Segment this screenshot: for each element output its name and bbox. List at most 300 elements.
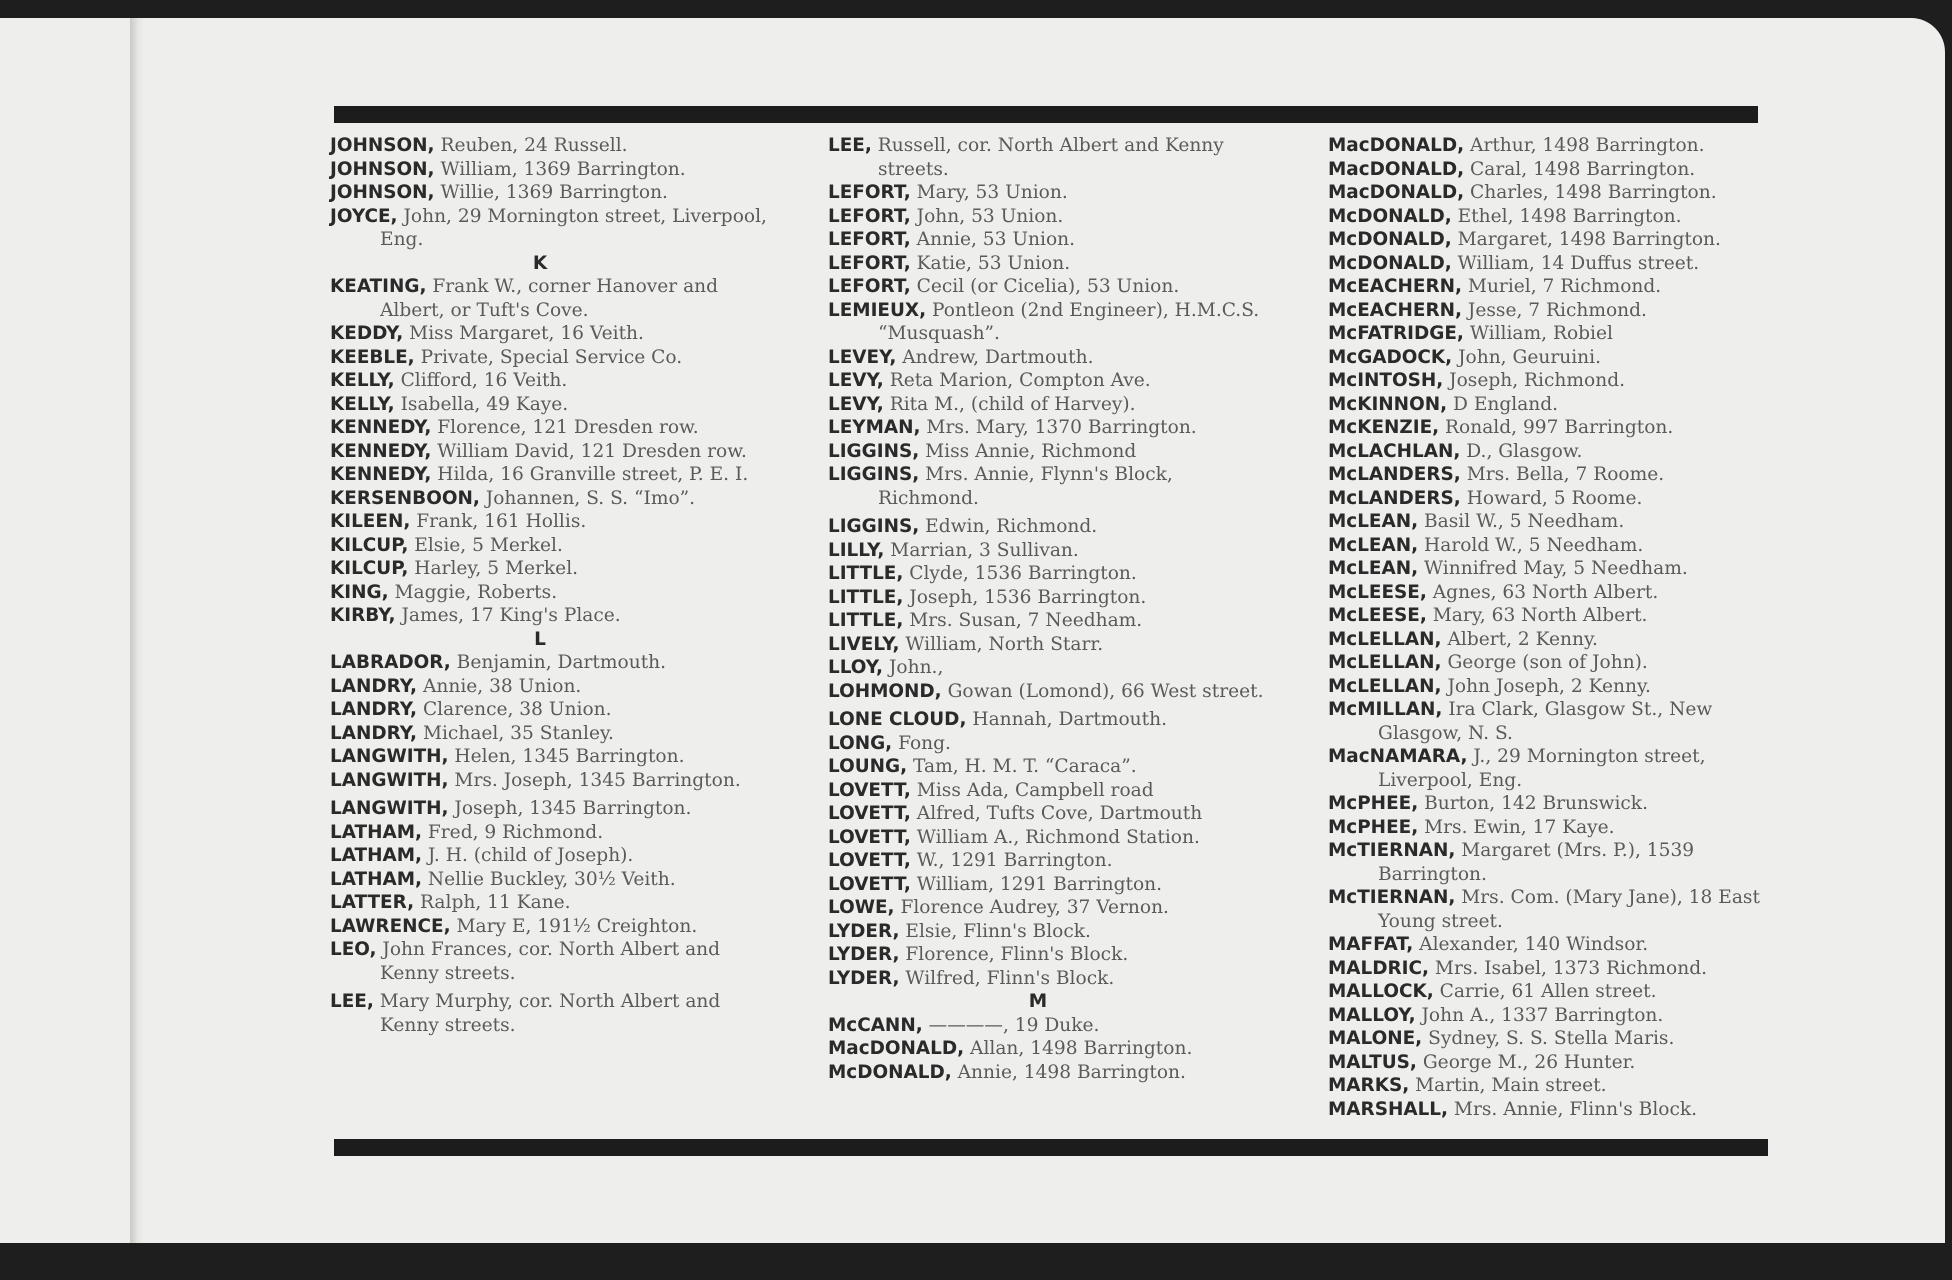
directory-entry <box>1328 651 1778 675</box>
directory-entry <box>828 755 1278 779</box>
entry-surname: LIGGINS, <box>828 464 920 485</box>
directory-entry <box>330 369 780 393</box>
directory-entry <box>828 181 1278 205</box>
entry-details: John Joseph, 2 Kenny. <box>1441 675 1651 697</box>
entry-details: Andrew, Dartmouth. <box>896 346 1094 368</box>
entry-surname: KEATING, <box>330 276 427 297</box>
directory-entry <box>330 745 780 769</box>
directory-entry <box>828 205 1278 229</box>
entry-surname: McCANN, <box>828 1014 923 1036</box>
directory-entry <box>1328 158 1778 182</box>
entry-surname: KILCUP, <box>330 534 409 556</box>
entry-surname: McDONALD, <box>1328 205 1452 227</box>
entry-surname: McDONALD, <box>1328 252 1452 274</box>
directory-entry <box>1328 1074 1778 1098</box>
entry-details: Joseph, 1345 Barrington. <box>448 798 692 819</box>
directory-entry <box>1328 1004 1778 1028</box>
entry-surname: MacNAMARA, <box>1328 746 1468 767</box>
entry-surname: LEVEY, <box>828 346 897 368</box>
entry-surname: LEO, <box>330 939 377 960</box>
entry-surname: LYDER, <box>828 967 900 989</box>
entry-surname: MALONE, <box>1328 1028 1423 1049</box>
entry-surname: LANDRY, <box>330 699 418 720</box>
directory-entry <box>1328 557 1778 581</box>
directory-entry <box>828 920 1278 944</box>
entry-surname: LIVELY, <box>828 633 900 655</box>
entry-surname: McKENZIE, <box>1328 417 1440 438</box>
directory-entry <box>1328 205 1778 229</box>
entry-details: Martin, Main street. <box>1409 1075 1607 1096</box>
entry-surname: LOVETT, <box>828 779 911 801</box>
entry-details: Frank W., corner Hanover and Albert, or Tuft's Cove. <box>380 276 719 321</box>
entry-surname: McLACHLAN, <box>1328 440 1461 462</box>
section-letter: L <box>534 628 546 650</box>
entry-details: Charles, 1498 Barrington. <box>1464 182 1717 203</box>
entry-surname: MacDONALD, <box>1328 158 1465 180</box>
directory-entry <box>828 1037 1278 1061</box>
entry-details: Sydney, S. S. Stella Maris. <box>1422 1028 1675 1049</box>
directory-entry <box>828 275 1278 299</box>
entry-surname: McLEAN, <box>1328 511 1419 532</box>
directory-entry <box>330 938 780 985</box>
entry-details: Pontleon (2nd Engineer), H.M.C.S. “Musquash”. <box>878 299 1260 344</box>
entry-details: Miss Ada, Campbell road <box>910 779 1154 801</box>
entry-details: Allan, 1498 Barrington. <box>964 1038 1193 1059</box>
directory-entry <box>1328 745 1778 792</box>
entry-details: George (son of John). <box>1441 652 1648 673</box>
entry-details: Annie, 38 Union. <box>417 675 582 697</box>
entry-details: Elsie, 5 Merkel. <box>408 534 563 556</box>
entry-details: Maggie, Roberts. <box>388 581 558 603</box>
directory-entry <box>330 322 780 346</box>
directory-entry <box>330 915 780 939</box>
entry-details: William, 1369 Barrington. <box>434 158 686 180</box>
entry-surname: JOYCE, <box>330 205 398 227</box>
entry-details: Margaret, 1498 Barrington. <box>1451 229 1721 250</box>
entry-surname: McLELLAN, <box>1328 628 1442 650</box>
entry-details: D England. <box>1447 393 1559 415</box>
entry-surname: LILLY, <box>828 539 885 561</box>
directory-entry <box>828 299 1278 346</box>
directory-entry <box>330 675 780 699</box>
entry-surname: LITTLE, <box>828 563 904 584</box>
entry-details: J., 29 Mornington street, Liverpool, Eng. <box>1378 746 1706 791</box>
entry-details: Arthur, 1498 Barrington. <box>1464 135 1705 156</box>
entry-details: Miss Annie, Richmond <box>919 440 1137 462</box>
entry-details: Harley, 5 Merkel. <box>408 558 579 579</box>
section-letter: M <box>1028 991 1048 1012</box>
entry-surname: LEFORT, <box>828 182 911 203</box>
directory-entry <box>1328 957 1778 981</box>
bottom-rule <box>334 1139 1768 1156</box>
entry-surname: LEE, <box>828 135 872 156</box>
entry-details: Russell, cor. North Albert and Kenny streets. <box>871 135 1224 180</box>
entry-surname: LITTLE, <box>828 610 904 631</box>
directory-entry <box>330 722 780 746</box>
directory-entry <box>330 797 780 821</box>
directory-entry <box>1328 1098 1778 1122</box>
entry-details: Johannen, S. S. “Imo”. <box>479 487 696 509</box>
entry-surname: MARSHALL, <box>1328 1098 1448 1120</box>
entry-details: William David, 121 Dresden row. <box>431 440 747 462</box>
directory-entry <box>1328 816 1778 840</box>
entry-surname: LOHMOND, <box>828 680 942 702</box>
directory-entry <box>1328 534 1778 558</box>
directory-entry <box>1328 440 1778 464</box>
entry-details: Carrie, 61 Allen street. <box>1433 981 1657 1002</box>
directory-column-3 <box>1328 134 1778 1121</box>
entry-details: Fred, 9 Richmond. <box>421 821 604 843</box>
directory-entry <box>828 609 1278 633</box>
top-rule <box>334 106 1758 123</box>
directory-entry <box>330 844 780 868</box>
entry-surname: McEACHERN, <box>1328 276 1462 297</box>
entry-details: Howard, 5 Roome. <box>1460 487 1643 509</box>
entry-surname: LATTER, <box>330 892 415 913</box>
entry-details: Fong. <box>892 732 951 754</box>
entry-surname: LEFORT, <box>828 229 911 250</box>
entry-surname: McLELLAN, <box>1328 675 1442 697</box>
directory-column-2 <box>828 134 1278 1084</box>
directory-entry <box>1328 886 1778 933</box>
directory-entry <box>1328 1051 1778 1075</box>
entry-details: Winnifred May, 5 Needham. <box>1418 558 1688 579</box>
entry-details: Mrs. Com. (Mary Jane), 18 East Young street. <box>1378 887 1760 932</box>
entry-surname: KEEBLE, <box>330 346 415 368</box>
directory-entry <box>828 440 1278 464</box>
directory-entry <box>330 134 780 158</box>
entry-surname: KING, <box>330 581 389 603</box>
directory-entry <box>1328 416 1778 440</box>
directory-entry <box>828 463 1278 510</box>
entry-surname: McTIERNAN, <box>1328 840 1456 861</box>
directory-entry <box>330 534 780 558</box>
entry-details: Hannah, Dartmouth. <box>966 709 1167 730</box>
directory-entry <box>330 698 780 722</box>
entry-surname: LOVETT, <box>828 873 911 895</box>
entry-details: Benjamin, Dartmouth. <box>450 652 667 673</box>
entry-surname: LANGWITH, <box>330 798 449 819</box>
directory-entry <box>828 708 1278 732</box>
entry-details: Gowan (Lomond), 66 West street. <box>941 680 1264 702</box>
directory-entry <box>330 651 780 675</box>
entry-surname: LAWRENCE, <box>330 915 451 937</box>
directory-entry <box>828 1014 1278 1038</box>
entry-details: Isabella, 49 Kaye. <box>394 393 569 415</box>
entry-surname: KENNEDY, <box>330 440 432 462</box>
directory-entry <box>330 510 780 534</box>
entry-details: Mary, 53 Union. <box>910 182 1068 203</box>
entry-surname: LONG, <box>828 732 893 754</box>
directory-entry <box>330 604 780 628</box>
entry-details: William, 1291 Barrington. <box>910 873 1163 895</box>
entry-surname: McLEAN, <box>1328 534 1419 556</box>
entry-surname: MALLOCK, <box>1328 981 1434 1002</box>
directory-entry <box>330 769 780 793</box>
entry-details: Florence Audrey, 37 Vernon. <box>894 897 1169 918</box>
entry-surname: KERSENBOON, <box>330 487 480 509</box>
directory-entry <box>1328 980 1778 1004</box>
directory-entry <box>1328 346 1778 370</box>
entry-surname: McPHEE, <box>1328 793 1419 814</box>
entry-surname: LEE, <box>330 991 374 1012</box>
book-gutter <box>130 18 144 1243</box>
entry-details: Ethel, 1498 Barrington. <box>1451 205 1682 227</box>
directory-entry <box>828 826 1278 850</box>
entry-surname: LANGWITH, <box>330 769 449 791</box>
entry-details: Alexander, 140 Windsor. <box>1413 934 1649 955</box>
entry-details: Wilfred, Flinn's Block. <box>899 967 1115 989</box>
directory-entry <box>828 393 1278 417</box>
directory-entry <box>1328 487 1778 511</box>
directory-entry <box>1328 228 1778 252</box>
directory-entry <box>330 990 780 1037</box>
directory-entry <box>1328 181 1778 205</box>
entry-details: Burton, 142 Brunswick. <box>1418 793 1648 814</box>
entry-details: W., 1291 Barrington. <box>910 850 1113 871</box>
entry-surname: KENNEDY, <box>330 464 432 485</box>
entry-surname: LONE CLOUD, <box>828 709 967 730</box>
directory-entry <box>828 515 1278 539</box>
entry-surname: KIRBY, <box>330 605 396 626</box>
entry-surname: LOVETT, <box>828 850 911 871</box>
section-letter: K <box>532 252 548 274</box>
entry-surname: LOWE, <box>828 897 895 918</box>
directory-entry <box>1328 463 1778 487</box>
entry-details: Mrs. Joseph, 1345 Barrington. <box>448 769 741 791</box>
directory-entry <box>330 440 780 464</box>
directory-entry <box>1328 581 1778 605</box>
directory-entry <box>828 873 1278 897</box>
entry-surname: McEACHERN, <box>1328 299 1462 321</box>
entry-surname: KILEEN, <box>330 511 411 532</box>
entry-surname: McKINNON, <box>1328 393 1448 415</box>
entry-details: Joseph, Richmond. <box>1443 370 1626 391</box>
entry-surname: McPHEE, <box>1328 816 1419 838</box>
directory-entry <box>1328 792 1778 816</box>
entry-surname: McDONALD, <box>828 1061 952 1083</box>
entry-details: Rita M., (child of Harvey). <box>883 393 1136 415</box>
entry-details: Marrian, 3 Sullivan. <box>884 539 1079 561</box>
entry-details: J. H. (child of Joseph). <box>421 845 634 866</box>
directory-entry <box>828 416 1278 440</box>
directory-entry <box>1328 393 1778 417</box>
entry-details: Frank, 161 Hollis. <box>410 511 587 532</box>
entry-details: Basil W., 5 Needham. <box>1418 511 1625 532</box>
entry-surname: LEYMAN, <box>828 417 921 438</box>
directory-entry <box>330 346 780 370</box>
entry-surname: JOHNSON, <box>330 182 435 203</box>
directory-entry <box>828 732 1278 756</box>
entry-surname: MALTUS, <box>1328 1051 1417 1073</box>
directory-entry <box>828 346 1278 370</box>
entry-details: Willie, 1369 Barrington. <box>434 182 668 203</box>
entry-surname: LLOY, <box>828 657 884 678</box>
entry-details: Mary Murphy, cor. North Albert and Kenny streets. <box>373 991 721 1036</box>
entry-details: Nellie Buckley, 30½ Veith. <box>421 868 676 890</box>
entry-details: Elsie, Flinn's Block. <box>899 920 1091 942</box>
entry-surname: McGADOCK, <box>1328 346 1453 368</box>
entry-surname: JOHNSON, <box>330 135 435 156</box>
directory-entry <box>330 581 780 605</box>
directory-entry <box>828 779 1278 803</box>
directory-entry <box>1328 604 1778 628</box>
directory-entry <box>330 275 780 322</box>
directory-entry <box>828 967 1278 991</box>
entry-surname: MARKS, <box>1328 1075 1410 1096</box>
entry-details: Mrs. Annie, Flynn's Block, Richmond. <box>878 464 1173 509</box>
entry-surname: LITTLE, <box>828 586 904 608</box>
entry-surname: KELLY, <box>330 370 395 391</box>
entry-details: James, 17 King's Place. <box>395 605 621 626</box>
entry-surname: LATHAM, <box>330 821 422 843</box>
directory-entry <box>1328 510 1778 534</box>
directory-entry <box>828 252 1278 276</box>
entry-details: Mary E, 191½ Creighton. <box>450 915 698 937</box>
entry-details: William A., Richmond Station. <box>910 826 1200 848</box>
entry-surname: LANDRY, <box>330 675 418 697</box>
directory-entry <box>1328 933 1778 957</box>
entry-details: Annie, 53 Union. <box>910 229 1076 250</box>
entry-surname: MALDRIC, <box>1328 957 1430 979</box>
entry-surname: McMILLAN, <box>1328 699 1443 720</box>
entry-details: John A., 1337 Barrington. <box>1415 1004 1664 1026</box>
entry-details: ————, 19 Duke. <box>922 1014 1100 1036</box>
directory-entry <box>828 633 1278 657</box>
directory-entry <box>1328 252 1778 276</box>
entry-details: Edwin, Richmond. <box>919 516 1098 537</box>
entry-surname: MacDONALD, <box>828 1038 965 1059</box>
entry-details: Hilda, 16 Granville street, P. E. I. <box>431 464 749 485</box>
entry-details: John., <box>883 657 944 678</box>
entry-details: Albert, 2 Kenny. <box>1441 628 1598 650</box>
directory-entry <box>828 134 1278 181</box>
entry-details: Caral, 1498 Barrington. <box>1464 158 1696 180</box>
entry-details: Mrs. Ewin, 17 Kaye. <box>1418 816 1615 838</box>
entry-surname: KENNEDY, <box>330 417 432 438</box>
directory-entry <box>828 896 1278 920</box>
directory-entry <box>330 158 780 182</box>
entry-details: Alfred, Tufts Cove, Dartmouth <box>910 803 1203 824</box>
entry-surname: McLEAN, <box>1328 558 1419 579</box>
directory-entry <box>828 802 1278 826</box>
entry-details: Michael, 35 Stanley. <box>417 722 614 744</box>
entry-surname: KELLY, <box>330 393 395 415</box>
entry-surname: McTIERNAN, <box>1328 887 1456 908</box>
directory-entry <box>1328 675 1778 699</box>
directory-entry <box>828 943 1278 967</box>
directory-entry <box>1328 322 1778 346</box>
entry-surname: KILCUP, <box>330 558 409 579</box>
entry-surname: LEMIEUX, <box>828 299 927 321</box>
directory-entry <box>330 416 780 440</box>
directory-entry <box>1328 628 1778 652</box>
entry-surname: LYDER, <box>828 920 900 942</box>
entry-surname: LEVY, <box>828 370 884 391</box>
entry-surname: LOVETT, <box>828 803 911 824</box>
directory-entry <box>1328 698 1778 745</box>
entry-surname: MAFFAT, <box>1328 934 1414 955</box>
directory-entry <box>828 369 1278 393</box>
entry-details: John, 53 Union. <box>910 205 1064 227</box>
directory-entry <box>828 656 1278 680</box>
entry-details: Muriel, 7 Richmond. <box>1462 276 1662 297</box>
entry-surname: McLEESE, <box>1328 581 1427 603</box>
entry-details: Annie, 1498 Barrington. <box>951 1061 1186 1083</box>
entry-details: Clarence, 38 Union. <box>417 699 612 720</box>
directory-entry <box>828 586 1278 610</box>
entry-details: George M., 26 Hunter. <box>1416 1051 1636 1073</box>
entry-details: Miss Margaret, 16 Veith. <box>403 323 644 344</box>
directory-entry <box>330 181 780 205</box>
entry-details: Reta Marion, Compton Ave. <box>883 370 1151 391</box>
entry-surname: LIGGINS, <box>828 440 920 462</box>
entry-details: Mrs. Mary, 1370 Barrington. <box>920 417 1197 438</box>
entry-details: Tam, H. M. T. “Caraca”. <box>907 756 1137 777</box>
directory-entry <box>1328 299 1778 323</box>
directory-entry <box>1328 275 1778 299</box>
entry-details: John, 29 Mornington street, Liverpool, Eng. <box>380 205 767 250</box>
entry-details: Clifford, 16 Veith. <box>394 370 568 391</box>
entry-surname: LANDRY, <box>330 722 418 744</box>
entry-details: Florence, Flinn's Block. <box>899 944 1129 965</box>
directory-entry <box>330 891 780 915</box>
entry-details: Mrs. Annie, Flinn's Block. <box>1448 1098 1698 1120</box>
entry-surname: MacDONALD, <box>1328 135 1465 156</box>
entry-surname: MacDONALD, <box>1328 182 1465 203</box>
entry-details: Reuben, 24 Russell. <box>434 135 628 156</box>
entry-details: D., Glasgow. <box>1460 440 1583 462</box>
entry-details: Jesse, 7 Richmond. <box>1462 299 1647 321</box>
directory-entry <box>828 539 1278 563</box>
entry-surname: McDONALD, <box>1328 229 1452 250</box>
directory-entry <box>1328 369 1778 393</box>
entry-surname: LYDER, <box>828 944 900 965</box>
entry-surname: McLANDERS, <box>1328 464 1461 485</box>
directory-entry <box>828 680 1278 704</box>
directory-entry <box>1328 1027 1778 1051</box>
entry-surname: KEDDY, <box>330 323 404 344</box>
entry-surname: McINTOSH, <box>1328 370 1444 391</box>
directory-entry <box>828 228 1278 252</box>
entry-details: Ira Clark, Glasgow St., New Glasgow, N. S. <box>1378 699 1713 744</box>
directory-entry <box>828 1061 1278 1085</box>
entry-details: Margaret (Mrs. P.), 1539 Barrington. <box>1378 840 1695 885</box>
entry-details: William, North Starr. <box>899 633 1104 655</box>
entry-details: Helen, 1345 Barrington. <box>448 746 685 767</box>
entry-details: Agnes, 63 North Albert. <box>1426 581 1659 603</box>
entry-details: Private, Special Service Co. <box>414 346 683 368</box>
entry-details: Mrs. Isabel, 1373 Richmond. <box>1429 957 1708 979</box>
entry-surname: McFATRIDGE, <box>1328 323 1464 344</box>
entry-details: Ronald, 997 Barrington. <box>1439 417 1674 438</box>
entry-surname: LEFORT, <box>828 205 911 227</box>
entry-surname: McLANDERS, <box>1328 487 1461 509</box>
entry-details: Mrs. Bella, 7 Roome. <box>1460 464 1665 485</box>
entry-surname: LEVY, <box>828 393 884 415</box>
entry-details: Mrs. Susan, 7 Needham. <box>903 610 1143 631</box>
entry-surname: LANGWITH, <box>330 746 449 767</box>
directory-entry <box>330 821 780 845</box>
entry-surname: McLEESE, <box>1328 605 1427 626</box>
entry-details: John Frances, cor. North Albert and Kenny streets. <box>376 939 721 984</box>
entry-details: Florence, 121 Dresden row. <box>431 417 699 438</box>
entry-surname: LEFORT, <box>828 252 911 274</box>
directory-entry <box>330 205 780 252</box>
directory-entry <box>330 463 780 487</box>
entry-surname: McLELLAN, <box>1328 652 1442 673</box>
entry-details: Clyde, 1536 Barrington. <box>903 563 1137 584</box>
